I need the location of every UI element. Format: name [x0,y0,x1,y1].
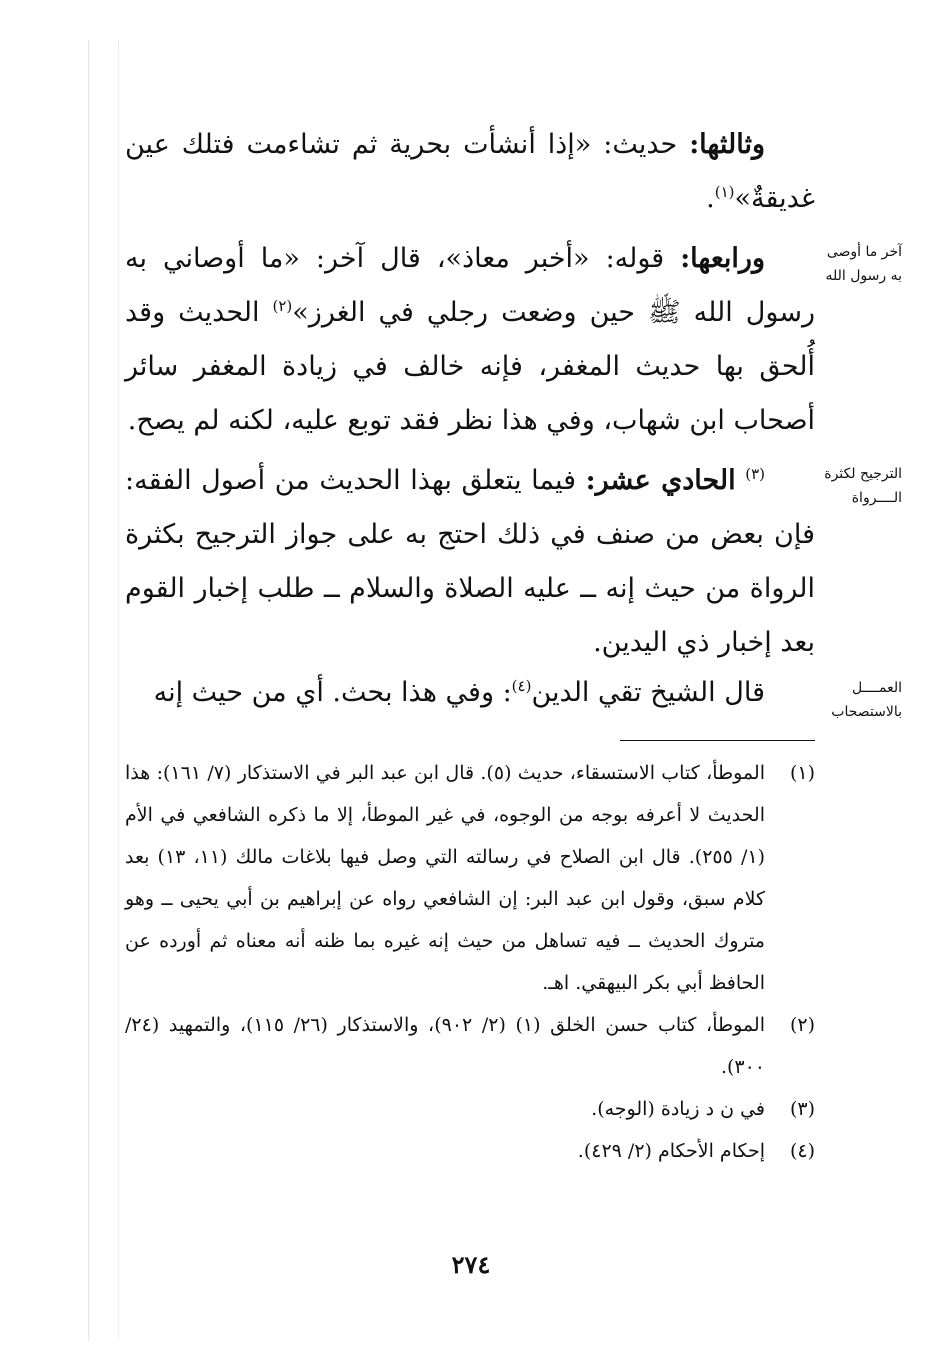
footnote-item [125,1130,815,1172]
footnote-text: في ن د زيادة (الوجه). [591,1098,765,1120]
paragraph-third [125,118,815,226]
footnote-number: (١) [789,762,815,784]
footnote-number: (٢) [789,1014,815,1036]
footnote-text: الموطأ، كتاب حسن الخلق (١) (٢/ ٩٠٢)، والاستذكار (٢٦/ ١١٥)، والتمهيد (٢٤/ ٣٠٠). [125,1014,765,1078]
scan-artifact [118,40,119,1340]
margin-note-istishab: العمــــل بالاستصحاب [831,680,902,720]
footnote-ref[interactable]: (٣) [745,465,765,483]
paragraph-lead: وثالثها: [689,129,765,160]
page-number: ٢٧٤ [451,1250,491,1279]
footnote-ref[interactable]: (٤) [511,677,532,695]
paragraph-text: حديث: «إذا أنشأت بحرية ثم تشاءمت فتلك عين غديقةٌ» [125,129,815,214]
footnote-number: (٤) [789,1140,815,1162]
footnote-item [125,752,815,1004]
footnote-item [125,1004,815,1088]
margin-note-preference: الترجيح لكثرة الــــرواة [824,466,902,506]
footnotes [125,752,815,1172]
footnote-separator [620,740,815,741]
paragraph-lead: ورابعها: [680,243,765,274]
footnote-text: الموطأ، كتاب الاستسقاء، حديث (٥). قال ابن عبد البر في الاستذكار (٧/ ١٦١): هذا الحديث لا أعرفه بوجه من الوجوه، في غير الموطأ، إلا ما ذكره الشافعي في الأم (١/ ٢٥٥). قال ابن الصلاح في رسالته التي وصل فيها بلاغات مالك (١١، ١٣) بعد كلام سبق، وقول ابن عبد البر: إن الشافعي رواه عن إبراهيم بن أبي يحيى ــ وهو متروك الحديث ــ فيه تساهل من حيث إنه غيره بما ظنه أنه معناه ثم أورده عن الحافظ أبي بكر البيهقي. اهـ. [125,762,765,994]
footnote-ref[interactable]: (١) [714,183,735,201]
paragraph-text-continued: : وفي هذا بحث. أي من حيث إنه [153,677,512,708]
footnote-text: إحكام الأحكام (٢/ ٤٢٩). [577,1140,765,1162]
paragraph-text: فيما يتعلق بهذا الحديث من أصول الفقه: فإن بعض من صنف في ذلك احتج به على جواز الترجيح بكثرة الرواة من حيث إنه ــ عليه الصلاة والسلام ــ طلب إخبار القوم بعد إخبار ذي اليدين. [125,465,815,658]
footnote-number: (٣) [789,1098,815,1120]
scan-artifact [88,40,89,1340]
footnote-item [125,1088,815,1130]
paragraph-text: قوله: «أخبر معاذ»، قال آخر: «ما أوصاني به رسول الله ﷺ حين وضعت رجلي في الغرز» [125,243,815,328]
paragraph-fourth [125,232,815,448]
footnote-ref[interactable]: (٢) [272,297,293,315]
paragraph-lead: الحادي عشر: [585,465,736,496]
paragraph-eleventh [125,454,815,670]
paragraph-text-continued: الحديث وقد أُلحق بها حديث المغفر، فإنه خالف في زيادة المغفر سائر أصحاب ابن شهاب، وفي هذا نظر فقد توبع عليه، لكنه لم يصح. [125,297,815,436]
paragraph-shaykh-quote [125,666,815,720]
paragraph-text: قال الشيخ تقي الدين [531,677,765,708]
margin-note-last-advice: آخر ما أوصى به رسول الله [825,244,902,284]
paragraph-end: . [706,183,715,214]
